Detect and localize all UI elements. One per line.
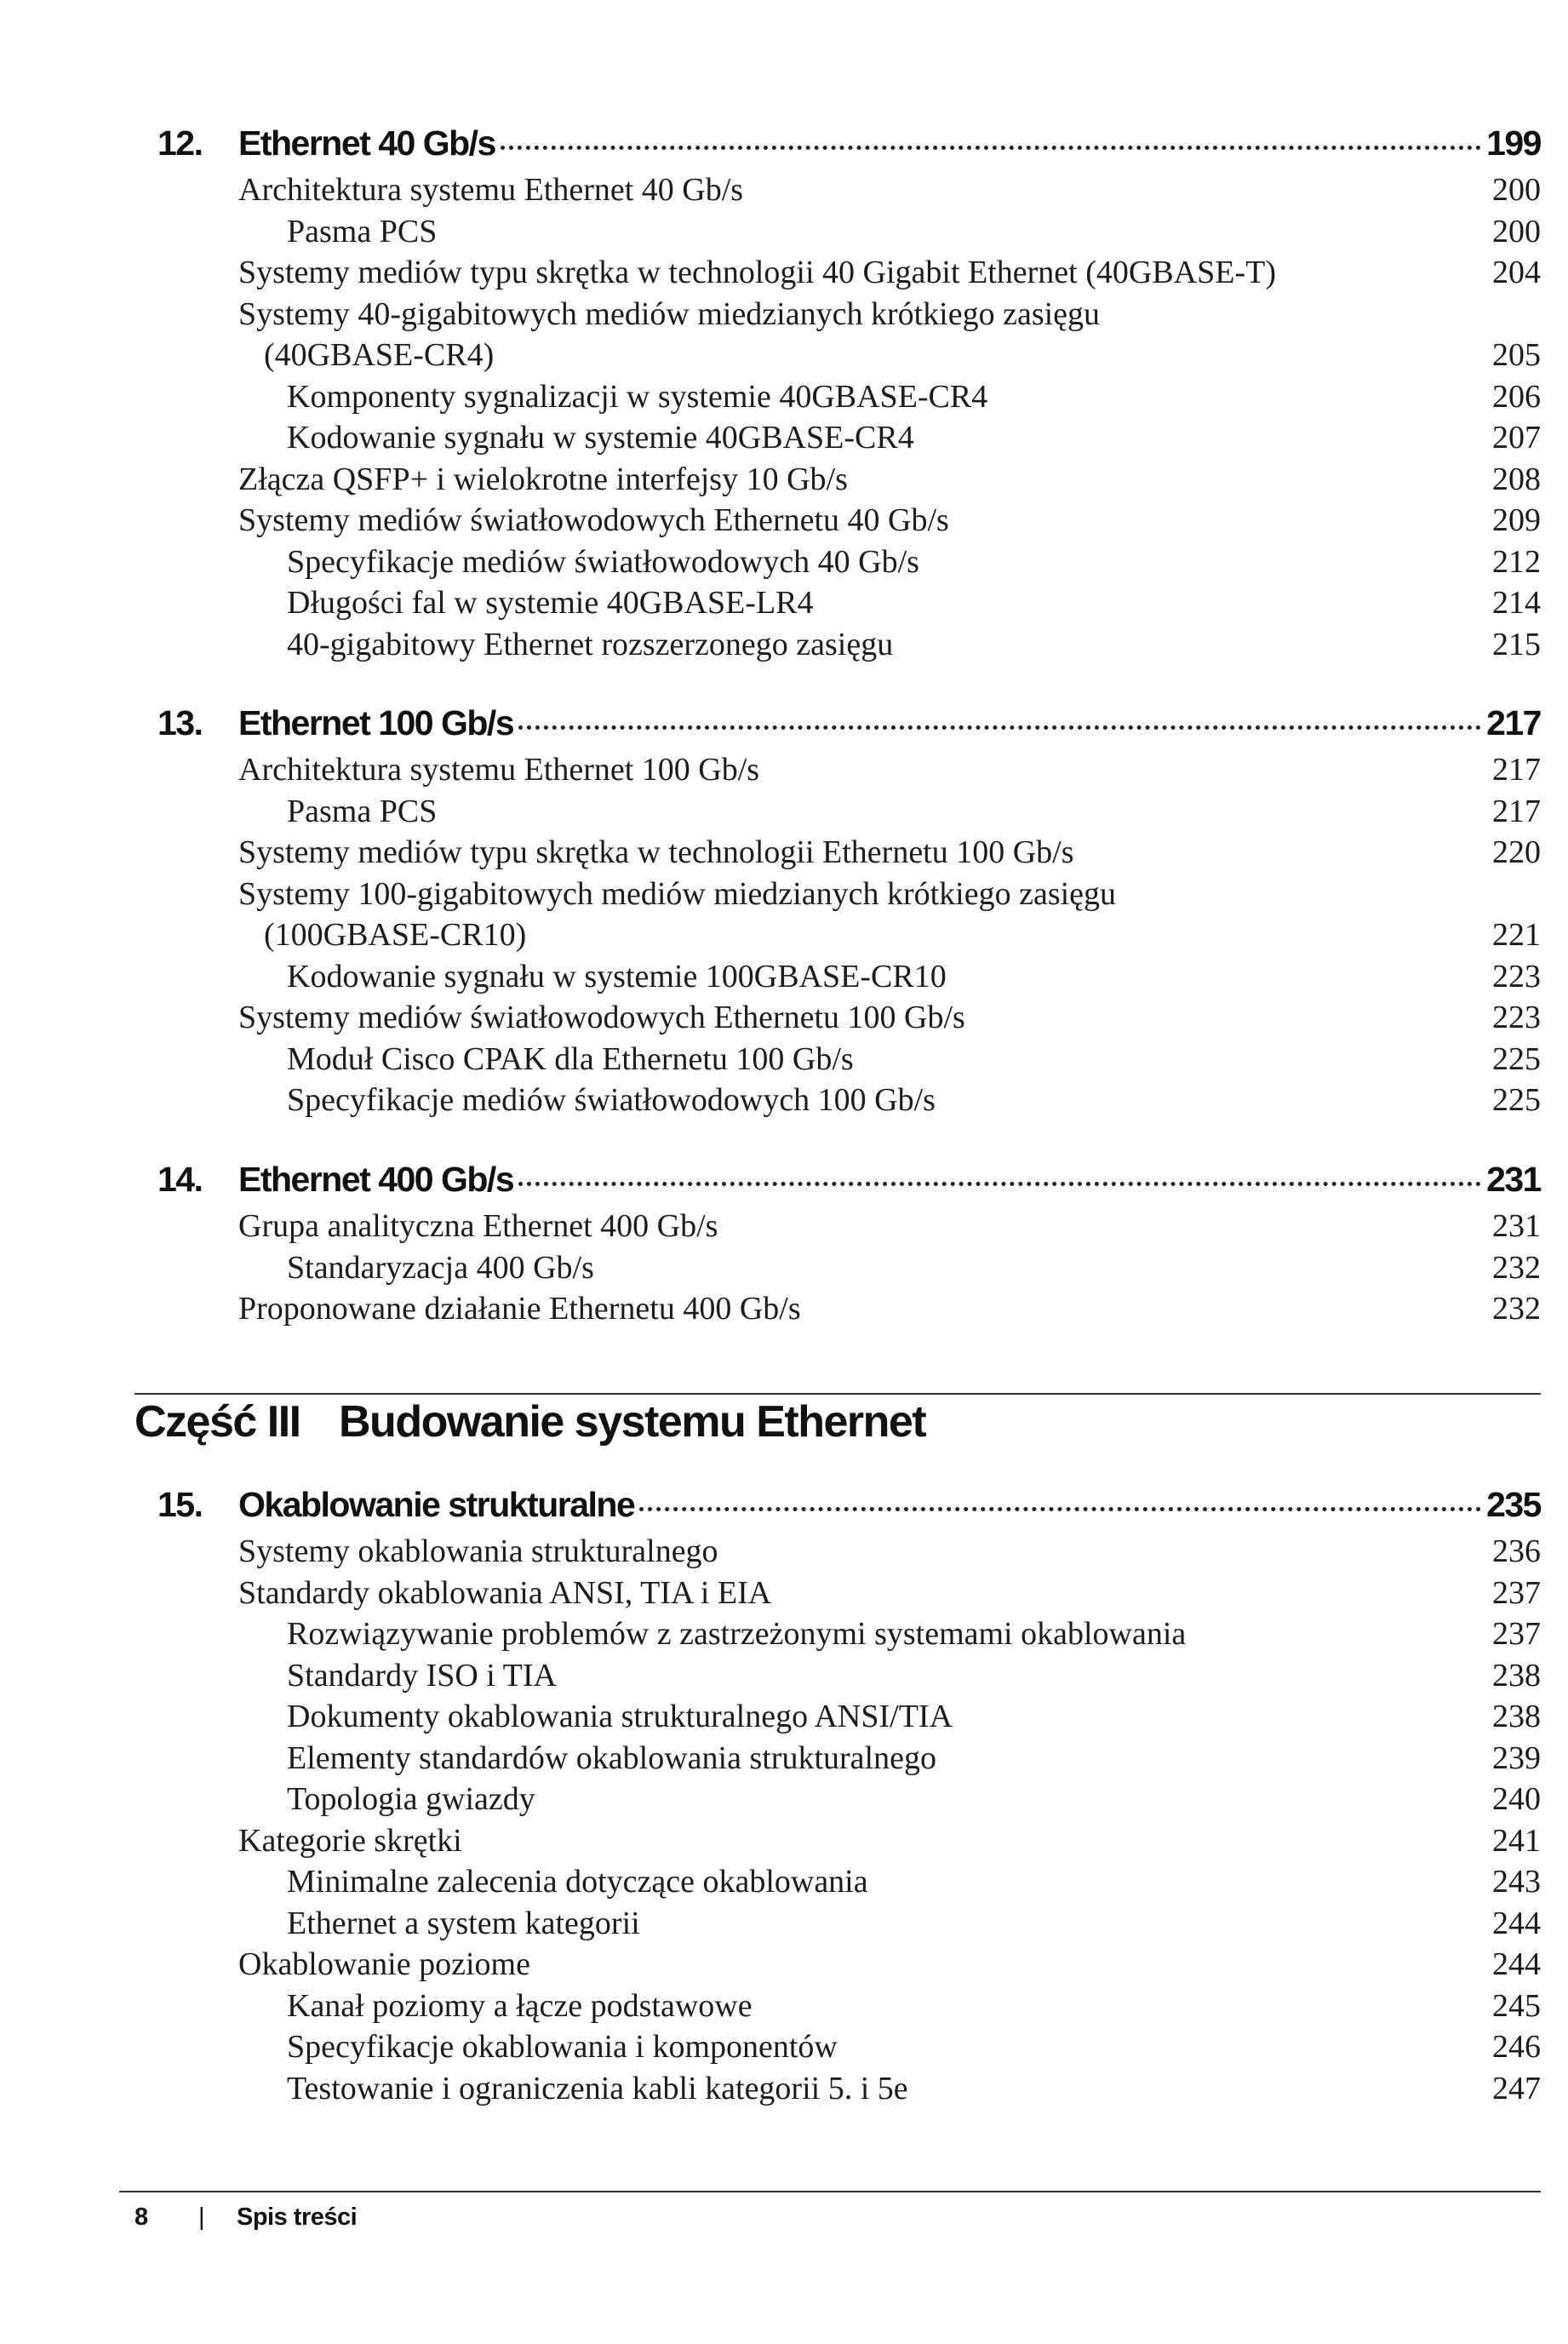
toc-entry <box>157 1081 1541 1123</box>
chapter-title: Ethernet 40 Gb/s <box>238 123 495 163</box>
toc-entry <box>157 295 1541 337</box>
toc-entry <box>157 1207 1541 1249</box>
entry-page: 247 <box>1492 2070 1541 2106</box>
entry-page: 245 <box>1492 1987 1541 2024</box>
leader-dots <box>518 725 1481 730</box>
entry-title: Kanał poziomy a łącze podstawowe <box>287 1987 753 2024</box>
chapter-title: Okablowanie strukturalne <box>238 1485 635 1524</box>
leader-dots <box>639 1507 1481 1511</box>
entry-page: 205 <box>1492 337 1541 373</box>
toc-entry <box>157 1249 1541 1291</box>
chapter-title: Ethernet 400 Gb/s <box>238 1160 514 1199</box>
toc-entry <box>157 584 1541 626</box>
chapter-heading <box>157 1160 1541 1207</box>
entry-title: Systemy mediów światłowodowych Ethernetu 40 Gb/s <box>238 502 949 538</box>
entry-title: Komponenty sygnalizacji w systemie 40GBASE-CR4 <box>287 378 988 415</box>
toc-entry <box>157 171 1541 213</box>
entry-title: (100GBASE-CR10) <box>264 917 527 953</box>
footer-section-title: Spis treści <box>237 2204 358 2231</box>
entry-title: Długości fal w systemie 40GBASE-LR4 <box>287 585 814 621</box>
entry-page: 246 <box>1492 2029 1541 2065</box>
entry-page: 214 <box>1492 585 1541 621</box>
entry-title: Architektura systemu Ethernet 100 Gb/s <box>238 752 760 788</box>
entry-page: 243 <box>1492 1864 1541 1900</box>
toc-entry <box>157 1290 1541 1332</box>
chapter-number: 14. <box>157 1160 203 1199</box>
toc-entry <box>157 419 1541 461</box>
entry-page: 238 <box>1492 1657 1541 1694</box>
toc-entry <box>157 751 1541 793</box>
entry-title: Standardy okablowania ANSI, TIA i EIA <box>238 1574 772 1611</box>
entry-page: 237 <box>1492 1574 1541 1611</box>
entry-page: 212 <box>1492 543 1541 580</box>
part-heading <box>134 1396 925 1456</box>
chapter-heading <box>157 703 1541 751</box>
chapter-page: 231 <box>1486 1160 1541 1199</box>
entry-title: Systemy mediów typu skrętka w technologii Ethernetu 100 Gb/s <box>238 834 1074 870</box>
entry-page: 208 <box>1492 461 1541 497</box>
page-footer <box>134 2204 357 2238</box>
entry-title: Pasma PCS <box>287 213 438 249</box>
toc-entry <box>157 834 1541 875</box>
entry-title: (40GBASE-CR4) <box>264 337 495 373</box>
toc-entry <box>157 1987 1541 2029</box>
entry-title: Ethernet a system kategorii <box>287 1905 640 1941</box>
entry-title: Standaryzacja 400 Gb/s <box>287 1249 594 1286</box>
chapter-heading <box>157 1485 1541 1533</box>
part-divider <box>134 1393 1541 1395</box>
toc-entry <box>157 1739 1541 1781</box>
chapter-heading <box>157 123 1541 171</box>
entry-page: 206 <box>1492 378 1541 415</box>
entry-page: 221 <box>1492 917 1541 953</box>
entry-list <box>157 171 1541 667</box>
entry-page: 240 <box>1492 1781 1541 1817</box>
entry-list <box>157 751 1541 1123</box>
chapter-page: 235 <box>1486 1485 1541 1524</box>
entry-title: Kategorie skrętki <box>238 1822 462 1859</box>
part-title: Budowanie systemu Ethernet <box>339 1397 926 1447</box>
entry-title: Specyfikacje okablowania i komponentów <box>287 2029 838 2065</box>
toc-entry <box>157 1574 1541 1616</box>
toc-entry <box>157 378 1541 420</box>
entry-title: Systemy okablowania strukturalnego <box>238 1533 718 1569</box>
chapter-12 <box>157 123 1541 667</box>
toc-entry <box>157 336 1541 378</box>
entry-page: 220 <box>1492 834 1541 870</box>
entry-page: 236 <box>1492 1533 1541 1569</box>
entry-title: Specyfikacje mediów światłowodowych 100 Gb/s <box>287 1082 936 1118</box>
entry-title: Grupa analityczna Ethernet 400 Gb/s <box>238 1208 718 1244</box>
toc-entry <box>157 1905 1541 1946</box>
entry-title: Systemy 100-gigabitowych mediów miedzianych krótkiego zasięgu <box>238 875 1117 912</box>
entry-title: Specyfikacje mediów światłowodowych 40 Gb/s <box>287 543 919 580</box>
footer-divider <box>119 2191 1541 2192</box>
entry-list <box>157 1207 1541 1332</box>
entry-page: 225 <box>1492 1040 1541 1077</box>
entry-page: 217 <box>1492 752 1541 788</box>
entry-page: 239 <box>1492 1739 1541 1776</box>
entry-title: Kodowanie sygnału w systemie 40GBASE-CR4 <box>287 420 914 456</box>
toc-entry <box>157 1780 1541 1822</box>
entry-page: 223 <box>1492 958 1541 994</box>
chapter-number: 13. <box>157 703 203 742</box>
entry-title: Systemy mediów typu skrętka w technologii 40 Gigabit Ethernet (40GBASE-T) <box>238 255 1276 290</box>
entry-title: Architektura systemu Ethernet 40 Gb/s <box>238 172 744 208</box>
entry-title: Rozwiązywanie problemów z zastrzeżonymi systemami okablowania <box>287 1616 1187 1652</box>
toc-entry <box>157 254 1541 295</box>
entry-title: Pasma PCS <box>287 793 438 829</box>
entry-title: Systemy mediów światłowodowych Ethernetu 100 Gb/s <box>238 1000 965 1035</box>
entry-page: 207 <box>1492 420 1541 456</box>
toc-entry <box>157 2070 1541 2112</box>
toc-entry <box>157 875 1541 917</box>
toc-entry <box>157 1946 1541 1987</box>
leader-dots <box>501 146 1481 150</box>
entry-page: 215 <box>1492 626 1541 662</box>
chapter-page: 217 <box>1486 703 1541 742</box>
entry-title: Standardy ISO i TIA <box>287 1657 557 1694</box>
toc-entry <box>157 1533 1541 1574</box>
toc-entry <box>157 543 1541 585</box>
toc-entry <box>157 1698 1541 1739</box>
toc-entry <box>157 916 1541 958</box>
entry-page: 232 <box>1492 1249 1541 1286</box>
entry-page: 238 <box>1492 1699 1541 1734</box>
entry-page: 237 <box>1492 1616 1541 1652</box>
toc-entry <box>157 958 1541 1000</box>
leader-dots <box>518 1182 1481 1186</box>
entry-list <box>157 1533 1541 2111</box>
chapter-13 <box>157 703 1541 1123</box>
entry-page: 244 <box>1492 1905 1541 1941</box>
toc-entry <box>157 461 1541 502</box>
entry-title: Okablowanie poziome <box>238 1946 530 1982</box>
entry-page: 223 <box>1492 1000 1541 1035</box>
entry-page: 204 <box>1492 255 1541 290</box>
entry-page: 200 <box>1492 172 1541 208</box>
toc-entry <box>157 1040 1541 1082</box>
entry-title: Moduł Cisco CPAK dla Ethernetu 100 Gb/s <box>287 1040 854 1077</box>
chapter-number: 12. <box>157 123 203 163</box>
entry-title: Złącza QSFP+ i wielokrotne interfejsy 10 Gb/s <box>238 461 848 497</box>
entry-title: 40-gigabitowy Ethernet rozszerzonego zasięgu <box>287 626 894 662</box>
toc-entry <box>157 1863 1541 1905</box>
entry-page: 225 <box>1492 1082 1541 1118</box>
toc-entry <box>157 2028 1541 2070</box>
entry-page: 217 <box>1492 793 1541 829</box>
toc-entry <box>157 1822 1541 1864</box>
entry-title: Minimalne zalecenia dotyczące okablowania <box>287 1864 868 1900</box>
toc-entry <box>157 213 1541 255</box>
entry-title: Systemy 40-gigabitowych mediów miedzianych krótkiego zasięgu <box>238 295 1101 332</box>
entry-title: Elementy standardów okablowania strukturalnego <box>287 1739 936 1776</box>
toc-entry <box>157 1615 1541 1657</box>
part-label: Część III <box>134 1397 300 1447</box>
entry-title: Proponowane działanie Ethernetu 400 Gb/s <box>238 1291 801 1327</box>
footer-separator: | <box>198 2204 205 2231</box>
toc-entry <box>157 793 1541 834</box>
entry-page: 209 <box>1492 502 1541 538</box>
entry-page: 231 <box>1492 1208 1541 1244</box>
entry-title: Dokumenty okablowania strukturalnego ANSI/TIA <box>287 1699 953 1734</box>
chapter-number: 15. <box>157 1485 203 1524</box>
toc-entry <box>157 999 1541 1040</box>
entry-title: Testowanie i ograniczenia kabli kategorii 5. i 5e <box>287 2070 908 2106</box>
chapter-title: Ethernet 100 Gb/s <box>238 703 514 742</box>
footer-page-number: 8 <box>134 2204 148 2231</box>
entry-page: 244 <box>1492 1946 1541 1982</box>
chapter-15 <box>157 1485 1541 2111</box>
entry-page: 232 <box>1492 1291 1541 1327</box>
entry-page: 200 <box>1492 213 1541 249</box>
entry-title: Topologia gwiazdy <box>287 1781 535 1817</box>
entry-page: 241 <box>1492 1822 1541 1859</box>
entry-title: Kodowanie sygnału w systemie 100GBASE-CR10 <box>287 958 947 994</box>
toc-entry <box>157 501 1541 543</box>
toc-entry <box>157 626 1541 668</box>
chapter-page: 199 <box>1486 123 1541 163</box>
chapter-14 <box>157 1160 1541 1332</box>
toc-entry <box>157 1657 1541 1699</box>
